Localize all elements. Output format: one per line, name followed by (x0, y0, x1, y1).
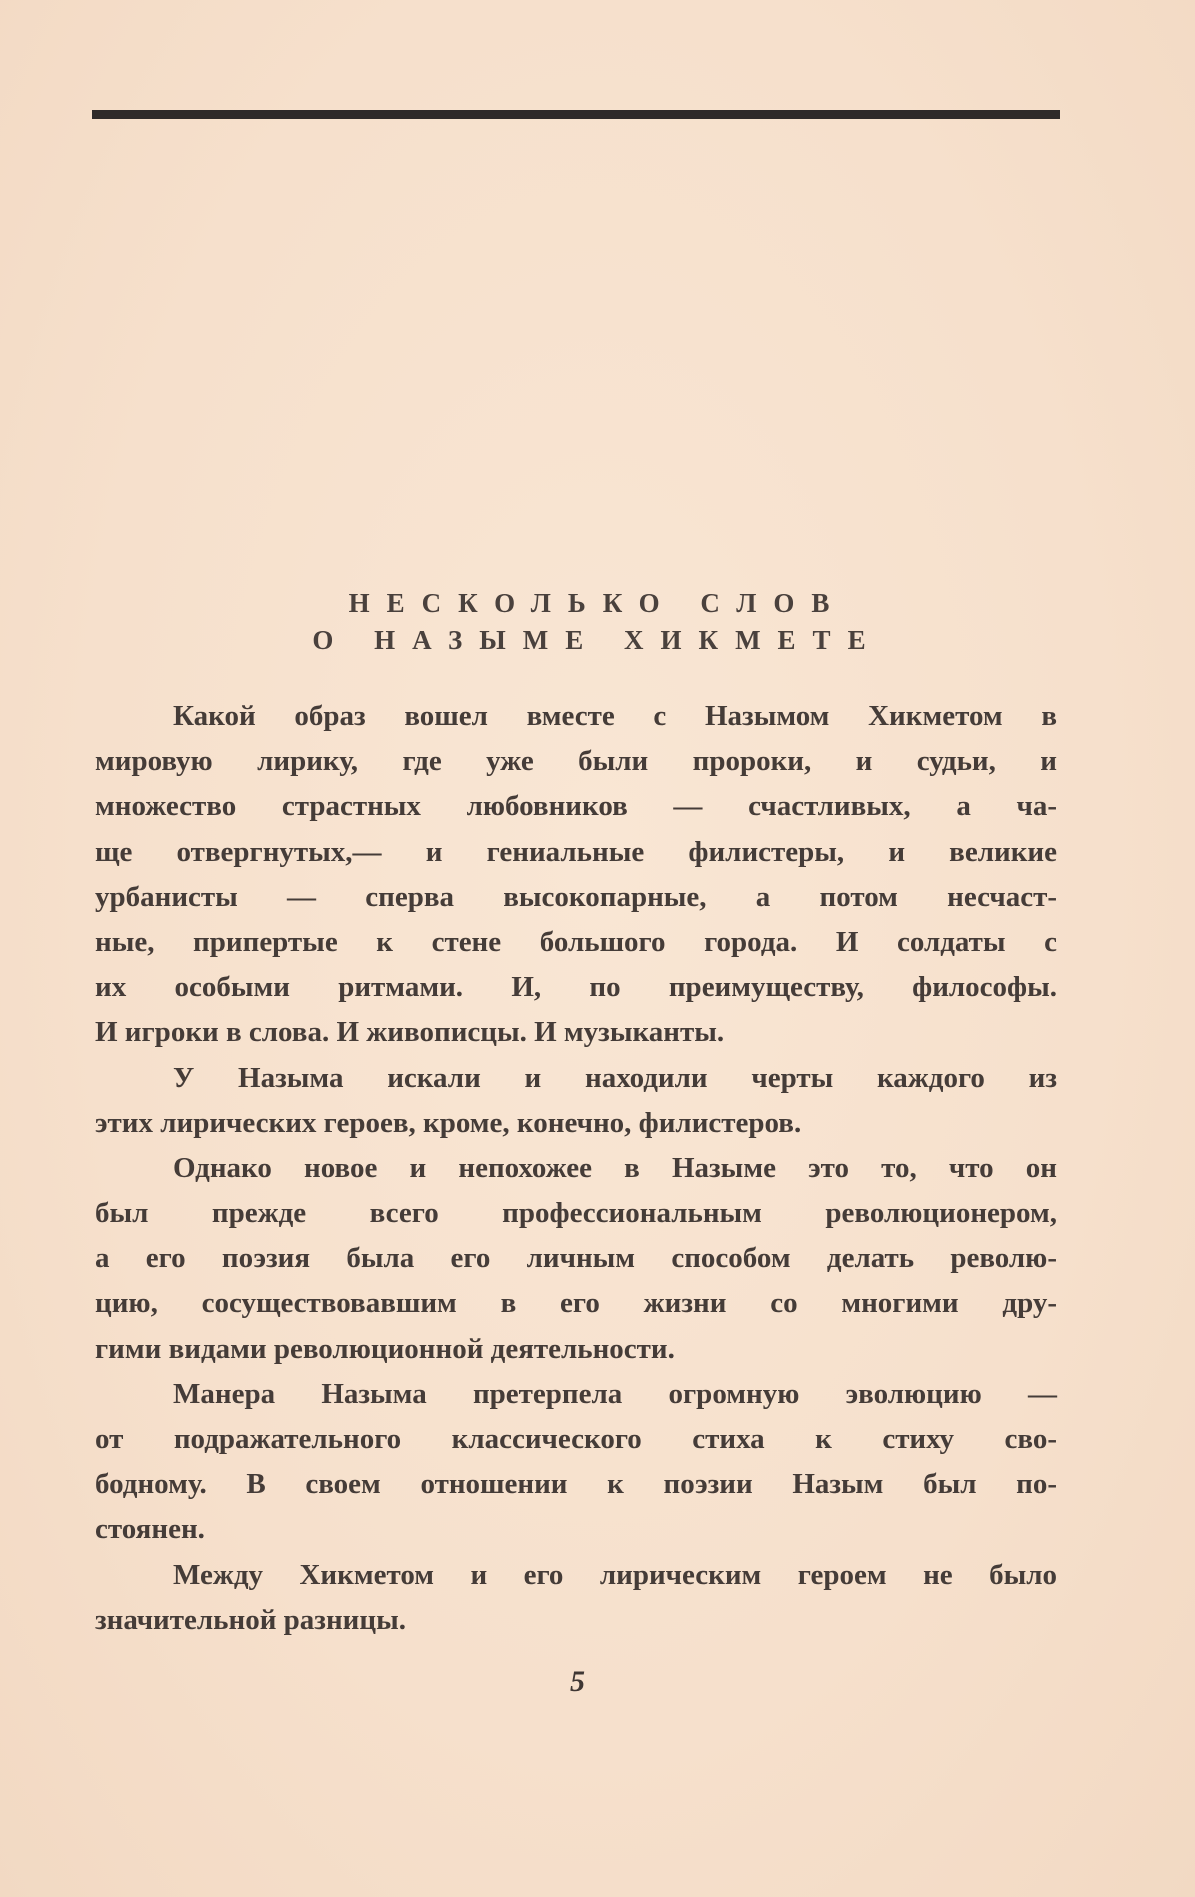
text-line: бодному. В своем отношении к поэзии Назым был по- (95, 1468, 1057, 1501)
text-line: Однако новое и непохожее в Назыме это то, что он (173, 1151, 1057, 1184)
text-line: урбанисты — сперва высокопарные, а потом несчаст- (95, 880, 1057, 913)
text-line: Какой образ вошел вместе с Назымом Хикметом в (173, 700, 1057, 732)
text-line: Манера Назыма претерпела огромную эволюцию — (173, 1377, 1057, 1410)
text-line: значительной разницы. (95, 1603, 406, 1636)
text-line: Между Хикметом и его лирическим героем не было (173, 1558, 1057, 1591)
text-line: этих лирических героев, кроме, конечно, филистеров. (95, 1106, 802, 1139)
text-line: У Назыма искали и находили черты каждого из (173, 1061, 1057, 1094)
text-line: гими видами революционной деятельности. (95, 1332, 675, 1365)
text-line: а его поэзия была его личным способом делать револю- (95, 1242, 1057, 1275)
text-line: ные, припертые к стене большого города. И солдаты с (95, 925, 1057, 958)
text-line: И игроки в слова. И живописцы. И музыканты. (95, 1016, 725, 1049)
top-rule (92, 110, 1060, 119)
text-line: цию, сосуществовавшим в его жизни со многими дру- (95, 1287, 1057, 1320)
page-number: 5 (570, 1665, 585, 1698)
text-line: множество страстных любовников — счастливых, а ча- (95, 790, 1057, 823)
text-line: стоянен. (95, 1513, 205, 1546)
body-text (95, 694, 1057, 1643)
text-line: от подражательного классического стиха к стиху сво- (95, 1423, 1057, 1455)
text-line: был прежде всего профессиональным революционером, (95, 1197, 1057, 1230)
text-line: ще отвергнутых,— и гениальные филистеры, и великие (95, 835, 1057, 868)
chapter-title-line-1: НЕСКОЛЬКО СЛОВ (348, 588, 847, 618)
text-line: их особыми ритмами. И, по преимуществу, философы. (95, 971, 1057, 1004)
text-line: мировую лирику, где уже были пророки, и судьи, и (95, 745, 1057, 778)
chapter-title-line-2: О НАЗЫМЕ ХИКМЕТЕ (312, 625, 883, 655)
